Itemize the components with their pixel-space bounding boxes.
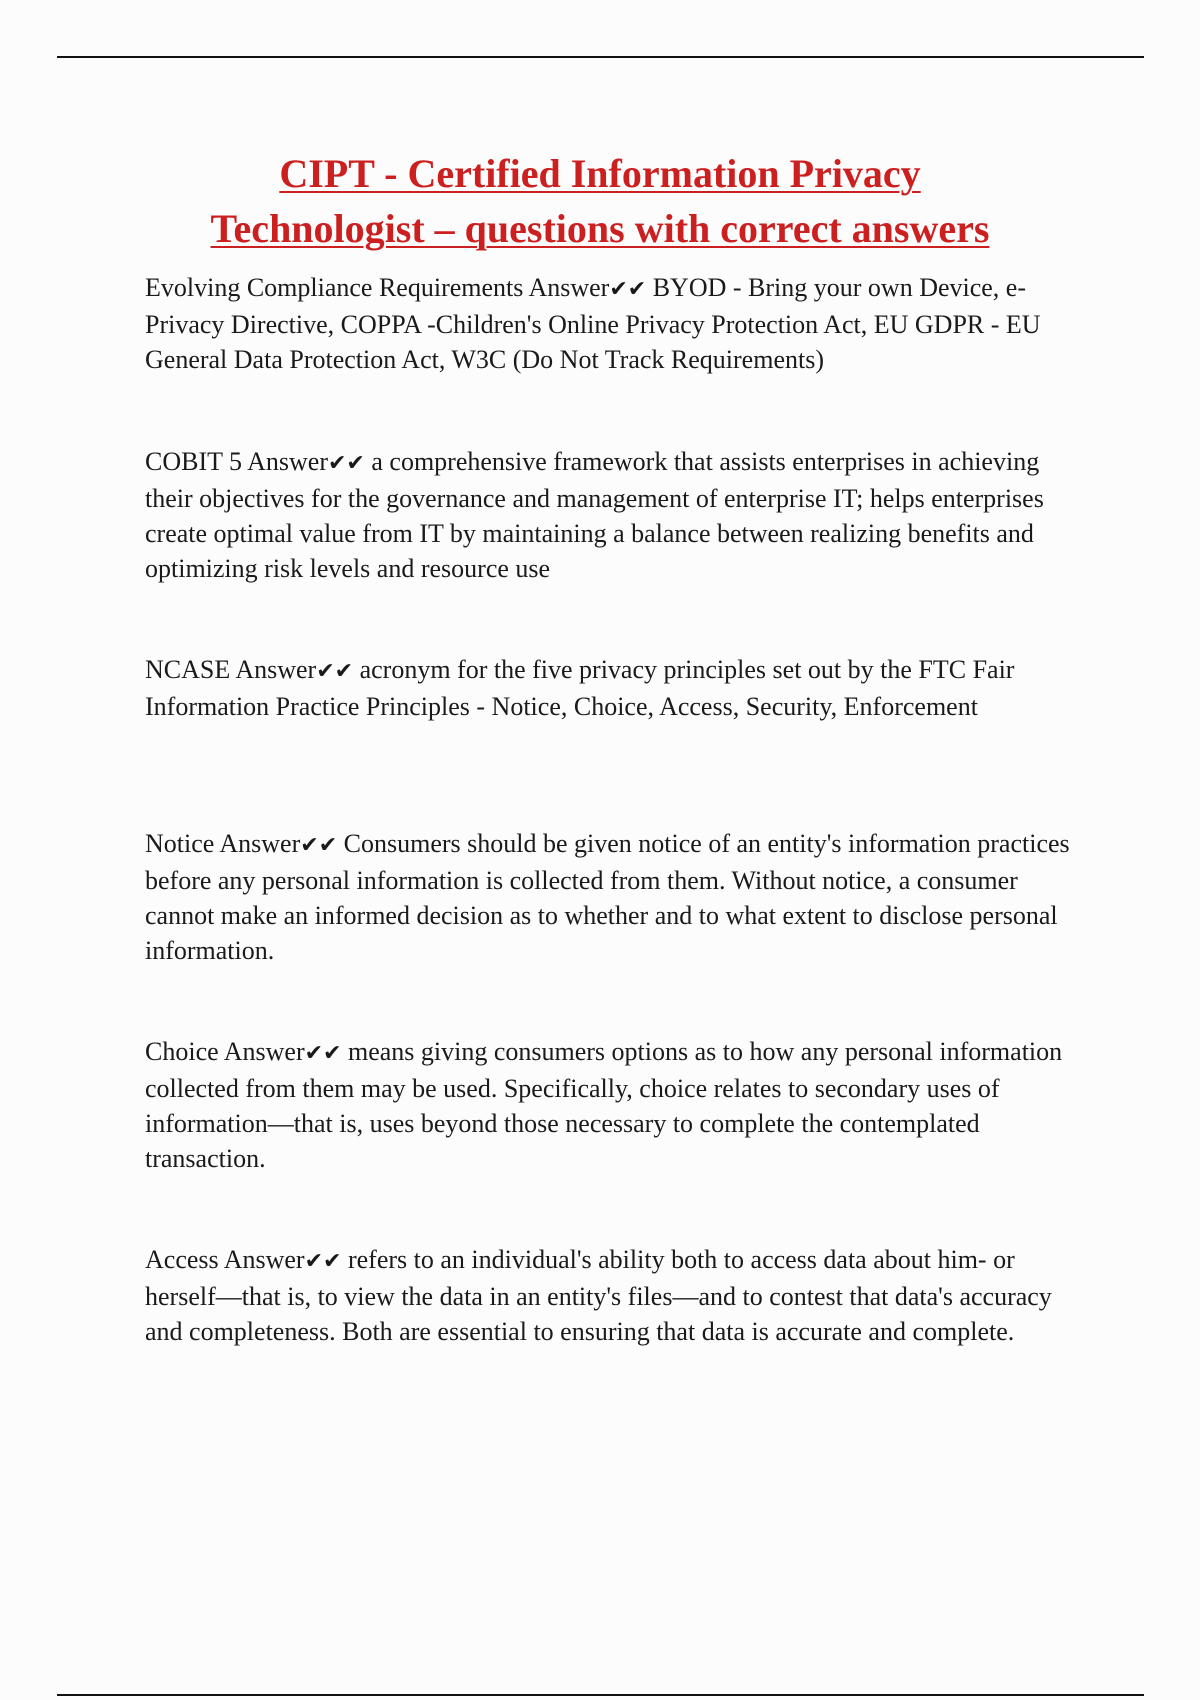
qa-answer: Consumers should be given notice of an entity's information practices before any personal information is collected from them. Without notice, a consumer cannot make an informed decision as to whether and to what extent to disclose personal information. <box>145 829 1070 965</box>
qa-answer: means giving consumers options as to how any personal information collected from them may be used. Specifically, choice relates to secondary uses of information—that is, uses beyond those necessary to complete the contemplated transaction. <box>145 1037 1063 1173</box>
qa-answer-label: Answer <box>223 1037 305 1066</box>
qa-answer: acronym for the five privacy principles set out by the FTC Fair Information Practice Principles - Notice, Choice, Access, Security, Enforcement <box>145 655 1015 721</box>
qa-term: Evolving Compliance Requirements <box>145 273 524 302</box>
qa-term: NCASE <box>145 655 231 684</box>
qa-answer-label: Answer <box>247 447 328 476</box>
qa-entry <box>145 1034 1090 1176</box>
qa-entry <box>145 652 1090 724</box>
qa-answer: BYOD - Bring your own Device, e-Privacy Directive, COPPA -Children's Online Privacy Protection Act, EU GDPR - EU General Data Protection Act, W3C (Do Not Track Requirements) <box>145 273 1041 374</box>
qa-entry <box>145 444 1090 586</box>
check-icon: ✔✔ <box>300 833 338 858</box>
qa-entry <box>145 826 1090 968</box>
qa-entry <box>145 270 1090 377</box>
check-icon: ✔✔ <box>609 277 647 302</box>
check-icon: ✔✔ <box>327 451 365 476</box>
qa-term: Access <box>145 1245 219 1274</box>
check-icon: ✔✔ <box>316 659 354 684</box>
qa-term: Notice <box>145 829 215 858</box>
qa-term: COBIT 5 <box>145 447 243 476</box>
qa-answer-label: Answer <box>219 829 301 858</box>
title-line-2: Technologist – questions with correct answers <box>210 206 990 251</box>
qa-term: Choice <box>145 1037 219 1066</box>
bottom-rule <box>57 1694 1144 1696</box>
qa-entry <box>145 1242 1090 1349</box>
qa-answer-label: Answer <box>235 655 317 684</box>
top-rule <box>57 56 1144 58</box>
qa-answer-label: Answer <box>223 1245 305 1274</box>
qa-answer: a comprehensive framework that assists enterprises in achieving their objectives for the governance and management of enterprise IT; helps enterprises create optimal value from IT by maintaining a balance between realizing benefits and optimizing risk levels and resource use <box>145 447 1044 583</box>
qa-answer-label: Answer <box>528 273 610 302</box>
check-icon: ✔✔ <box>304 1041 342 1066</box>
document-title <box>120 146 1080 256</box>
title-line-1: CIPT - Certified Information Privacy <box>279 151 921 196</box>
check-icon: ✔✔ <box>304 1249 342 1274</box>
qa-answer: refers to an individual's ability both to access data about him- or herself—that is, to view the data in an entity's files—and to contest that data's accuracy and completeness. Both are essential to ensuring that data is accurate and complete. <box>145 1245 1052 1346</box>
